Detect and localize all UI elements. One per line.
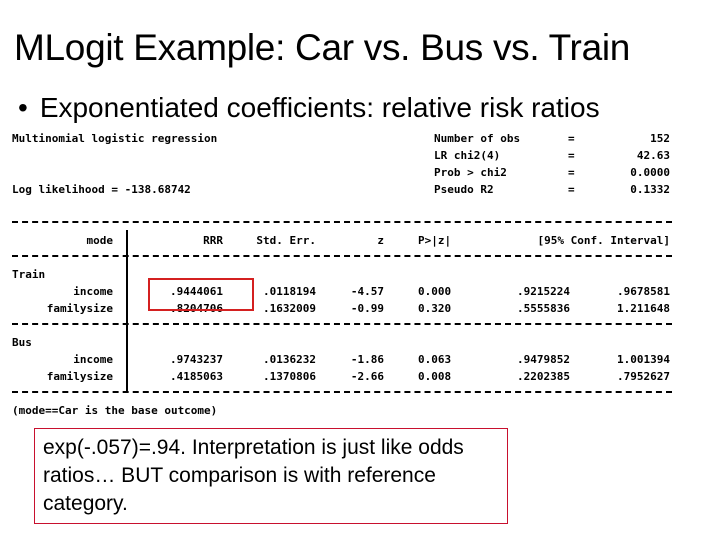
row-variable: familysize: [46, 302, 113, 315]
col-header-mode: mode: [86, 234, 113, 247]
stat-equals: =: [568, 183, 575, 196]
group-separator-rule: [12, 323, 672, 325]
row-std-err: .1632009: [263, 302, 316, 315]
stat-equals: =: [568, 149, 575, 162]
interpretation-note: exp(-.057)=.94. Interpretation is just like odds ratios… BUT comparison is with reference category.: [34, 428, 508, 524]
row-p: 0.008: [418, 370, 452, 383]
group-label-train: Train: [12, 268, 46, 281]
bullet-text: Exponentiated coefficients: relative risk ratios: [39, 92, 600, 123]
stat-label: Number of obs: [434, 132, 521, 145]
log-likelihood: Log likelihood = -138.68742: [12, 183, 191, 196]
row-z: -1.86: [350, 353, 384, 366]
row-rrr: .8204706: [170, 302, 223, 315]
row-ci-upper: 1.001394: [617, 353, 670, 366]
stat-label: Pseudo R2: [434, 183, 494, 196]
row-ci-lower: .9215224: [517, 285, 570, 298]
group-label-bus: Bus: [12, 336, 32, 349]
row-p: 0.320: [418, 302, 452, 315]
stat-value: 0.1332: [630, 183, 670, 196]
stat-value: 0.0000: [630, 166, 670, 179]
row-p: 0.063: [418, 353, 452, 366]
row-ci-upper: .7952627: [617, 370, 670, 383]
stat-equals: =: [568, 166, 575, 179]
slide-title: MLogit Example: Car vs. Bus vs. Train: [14, 27, 631, 68]
row-ci-lower: .2202385: [517, 370, 570, 383]
row-rrr: .9743237: [170, 353, 223, 366]
bullet-dot-icon: •: [18, 92, 28, 123]
row-ci-lower: .5555836: [517, 302, 570, 315]
row-ci-upper: .9678581: [617, 285, 670, 298]
row-p: 0.000: [418, 285, 452, 298]
column-divider: [126, 257, 128, 323]
stat-equals: =: [568, 132, 575, 145]
col-header-std-err: Std. Err.: [256, 234, 316, 247]
highlight-box: [148, 278, 254, 311]
bullet-point: [18, 88, 600, 128]
row-std-err: .0136232: [263, 353, 316, 366]
row-z: -2.66: [350, 370, 384, 383]
base-outcome-note: (mode==Car is the base outcome): [12, 404, 218, 417]
output-heading: Multinomial logistic regression: [12, 132, 218, 145]
stata-output: [12, 130, 712, 420]
col-header-conf-interval: [95% Conf. Interval]: [537, 234, 670, 247]
row-variable: income: [73, 285, 113, 298]
row-ci-upper: 1.211648: [617, 302, 670, 315]
row-std-err: .1370806: [263, 370, 316, 383]
row-rrr: .9444061: [170, 285, 223, 298]
table-bottom-rule: [12, 391, 672, 393]
column-divider: [126, 230, 128, 255]
header-rule: [12, 255, 672, 257]
row-variable: income: [73, 353, 113, 366]
col-header-rrr: RRR: [203, 234, 223, 247]
row-ci-lower: .9479852: [517, 353, 570, 366]
row-z: -0.99: [350, 302, 384, 315]
row-std-err: .0118194: [263, 285, 316, 298]
row-variable: familysize: [46, 370, 113, 383]
col-header-p: P>|z|: [418, 234, 452, 247]
col-header-z: z: [377, 234, 384, 247]
stat-value: 152: [650, 132, 670, 145]
stat-label: LR chi2(4): [434, 149, 501, 162]
row-rrr: .4185063: [170, 370, 223, 383]
column-divider: [126, 325, 128, 391]
stat-label: Prob > chi2: [434, 166, 507, 179]
row-z: -4.57: [350, 285, 384, 298]
table-top-rule: [12, 221, 672, 223]
stat-value: 42.63: [636, 149, 670, 162]
